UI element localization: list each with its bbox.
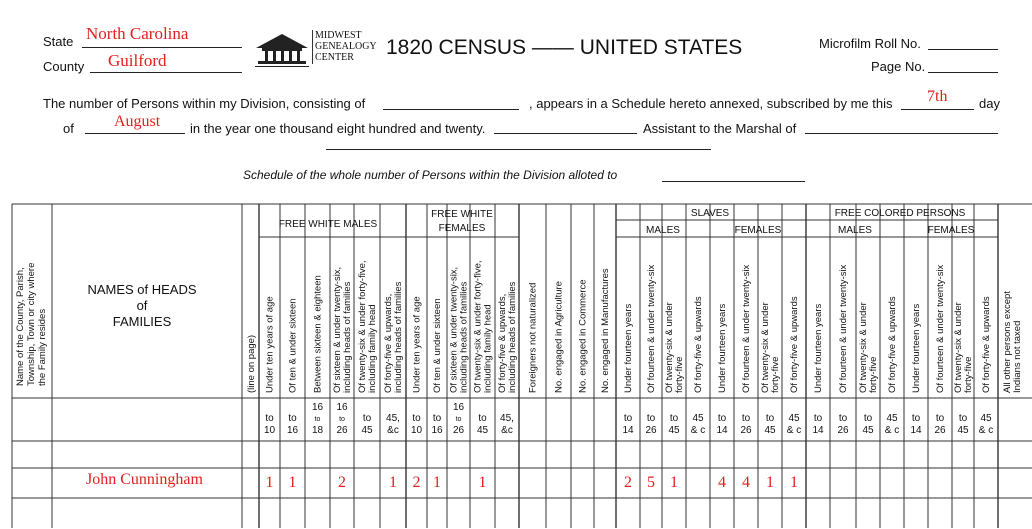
fcp-males-label: MALES [838,225,872,236]
statement-line1-b: , appears in a Schedule hereto annexed, subscribed by me this [529,96,893,111]
fwf-range: 45 [476,425,489,436]
age-column-header: Of forty-five & upwards [981,296,992,393]
age-range: & c [690,425,706,436]
age-range: 14 [716,425,728,436]
county-label: County [43,59,85,74]
fwf-count: 2 [412,474,421,491]
age-column-header: forty-five [674,356,685,393]
age-range: 26 [740,425,752,436]
statement-line2-a: of [63,121,74,136]
line-on-page-header: (line on page) [246,334,257,393]
age-range: & c [786,425,802,436]
age-column-header: forty-five [868,356,879,393]
age-range: to [958,413,968,424]
fwm-range: 18 [311,425,324,436]
age-range: to [669,413,679,424]
slave-male-count: 2 [624,474,632,491]
fwm-range: 16 [336,402,348,413]
slave-female-count: 1 [790,474,798,491]
fwf-range: to [478,413,487,424]
state-value: North Carolina [86,24,189,43]
fcp-females-label: FEMALES [927,225,975,236]
fwm-range: 10 [263,425,276,436]
fwm-column-header: Between sixteen & eighteen [312,275,324,393]
fwf-count: 1 [433,474,441,491]
misc-column-header: No. engaged in Agriculture [553,281,565,393]
fwf-range: 16 [431,425,443,436]
age-range: 14 [622,425,634,436]
logo-line-3: CENTER [315,52,354,63]
age-column-header: Of forty-five & upwards [887,296,898,393]
age-range: 14 [812,425,824,436]
slaves-females-label: FEMALES [734,225,782,236]
fwm-range: to [288,413,297,424]
month-value: August [114,113,161,130]
group-free-white-females: FREE WHITE [431,209,493,220]
age-range: to [813,413,823,424]
age-range: to [935,413,945,424]
fwf-column-header: Of forty-five & upwards, [497,293,508,393]
fwm-count: 1 [288,474,297,491]
fwm-range: to [339,416,345,423]
age-column-header: Under fourteen years [623,303,634,393]
age-range: 45 [764,425,776,436]
fwf-count: 1 [478,474,487,491]
day-value: 7th [927,88,948,105]
slave-female-count: 1 [766,474,774,491]
fwf-column-header: Of sixteen & under twenty-six, [448,266,460,393]
fwm-column-header: including heads of families [342,281,353,393]
logo-line-2: GENEALOGY [315,41,377,52]
group-free-colored: FREE COLORED PERSONS [834,208,966,219]
age-range: 26 [645,425,657,436]
fwf-column-header: Of ten & under sixteen [432,298,443,393]
age-range: 45 [980,413,992,424]
fwm-column-header: Of forty-five & upwards, [383,293,394,393]
age-range: 14 [910,425,922,436]
page-title: 1820 CENSUS —— UNITED STATES [386,36,743,59]
age-column-header: Of twenty-six & under [953,302,964,393]
other-persons-header: All other persons except [1002,291,1013,393]
fwf-range: to [455,416,462,423]
fwm-column-header: Of twenty-six & under forty-five, [357,260,368,393]
page-label: Page No. [871,59,926,74]
fwm-column-header: including heads of families [393,281,404,393]
county-value: Guilford [108,51,167,70]
age-column-header: Of forty-five & upwards [693,296,704,393]
other-persons-header: Indians not taxed [1012,320,1023,393]
age-range: 45 [886,413,898,424]
fwf-range: 10 [410,425,423,436]
age-column-header: forty-five [963,356,974,393]
schedule-text: Schedule of the whole number of Persons within the Division alloted to [243,168,618,182]
fwm-count: 1 [265,474,274,491]
slaves-males-label: MALES [646,225,680,236]
roll-label: Microfilm Roll No. [819,36,921,51]
age-column-header: Of twenty-six & under [858,302,869,393]
names-header: NAMES of HEADS [87,282,197,297]
age-range: to [765,413,775,424]
fwf-column-header: including heads of families [458,281,470,393]
fwm-range: 26 [336,425,348,436]
age-range: to [741,413,751,424]
fwm-column-header: Under ten years of age [264,296,276,393]
fwm-range: to [314,416,321,423]
age-range: to [623,413,633,424]
age-column-header: Of fourteen & under twenty-six [935,264,946,393]
fwf-range: 26 [452,425,465,436]
age-column-header: Of fourteen & under twenty-six [741,264,752,393]
slave-female-count: 4 [742,474,750,491]
family-name: John Cunningham [86,471,203,488]
age-column-header: Under fourteen years [911,303,922,393]
logo-line-1: MIDWEST [315,30,362,41]
fwm-range: &c [387,425,399,436]
fwm-column-header: Of sixteen & under twenty-six, [332,266,343,393]
age-range: to [911,413,921,424]
names-header: FAMILIES [112,314,172,329]
place-header: Name of the County, Parish, [15,267,26,386]
age-column-header: Of fourteen & under twenty-six [838,264,849,393]
statement-line2-b: in the year one thousand eight hundred and twenty. [190,121,486,136]
age-range: 45 [862,425,874,436]
names-header: of [136,298,148,313]
fwf-column-header: including family head [482,304,494,393]
group-slaves: SLAVES [690,208,730,219]
fwm-count: 1 [389,474,397,491]
fwm-range: to [362,413,372,424]
statement-line1-a: The number of Persons within my Division, consisting of [43,96,366,111]
age-column-header: Under fourteen years [717,303,728,393]
age-range: 45 [692,413,704,424]
fwf-column-header: Of twenty-six & under forty-five, [472,260,484,393]
age-column-header: Under fourteen years [813,303,824,393]
misc-column-header: No. engaged in Commerce [577,279,589,393]
age-range: to [646,413,656,424]
fwm-range: 45 [361,425,373,436]
age-column-header: Of forty-five & upwards [789,296,800,393]
fwm-range: to [265,413,274,424]
slave-male-count: 1 [670,474,678,491]
fwm-column-header: including family head [367,304,378,393]
fwm-range: 16 [286,425,299,436]
statement-day-label: day [979,96,1000,111]
age-range: & c [884,425,900,436]
state-label: State [43,34,74,49]
statement-line2-c: Assistant to the Marshal of [643,121,797,136]
fwf-range: 16 [452,402,465,413]
age-column-header: forty-five [770,356,781,393]
fwf-range: &c [501,425,513,436]
fwf-range: 45, [500,413,514,424]
group-free-white-females: FEMALES [438,223,486,234]
fwm-count: 2 [338,474,346,491]
slave-female-count: 4 [718,474,726,491]
age-range: & c [978,425,994,436]
place-header: Township, Town or city where [26,262,37,386]
fwm-column-header: Of ten & under sixteen [287,298,299,393]
age-range: 45 [668,425,680,436]
fwf-range: to [412,413,421,424]
fwf-range: to [432,413,442,424]
age-range: to [863,413,873,424]
fwf-column-header: Under ten years of age [411,296,423,393]
age-range: 26 [837,425,849,436]
place-header: the Family resides [37,308,48,386]
age-range: 45 [957,425,969,436]
group-free-white-males: FREE WHITE MALES [278,219,378,230]
fwm-range: 45, [386,413,400,424]
age-range: 45 [788,413,800,424]
age-column-header: Of fourteen & under twenty-six [646,264,657,393]
age-range: to [838,413,848,424]
age-column-header: Of twenty-six & under [664,302,675,393]
misc-column-header: Foreigners not naturalized [527,282,539,393]
age-range: 26 [934,425,946,436]
age-range: to [717,413,727,424]
misc-column-header: No. engaged in Manufactures [600,268,611,393]
slave-male-count: 5 [647,474,655,491]
fwf-column-header: including heads of families [507,281,518,393]
fwm-range: 16 [311,402,324,413]
age-column-header: Of twenty-six & under [760,302,771,393]
